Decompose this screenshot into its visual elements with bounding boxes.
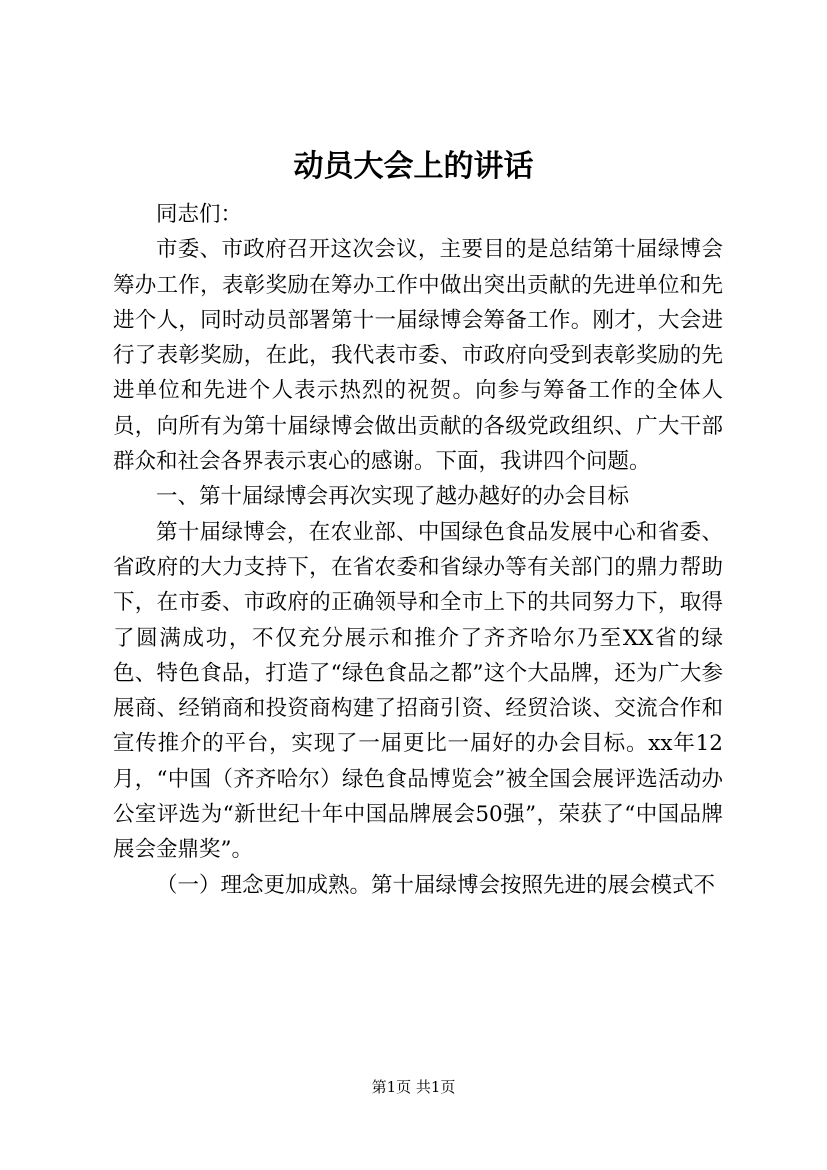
- subsection-paragraph: （一）理念更加成熟。第十届绿博会按照先进的展会模式不: [156, 872, 716, 898]
- page-number: 第1页 共1页: [371, 1078, 456, 1096]
- salutation-paragraph: 同志们：: [156, 202, 243, 227]
- intro-paragraph: 市委、市政府召开这次会议，主要目的是总结第十届绿博会筹办工作，表彰奖励在筹办工作中做出突出贡献的先进单位和先进个人，同时动员部署第十一届绿博会筹备工作。刚才，大会进行了表彰奖励，在此，我代表市委、市政府向受到表彰奖励的先进单位和先进个人表示热烈的祝贺。向参与筹备工作的全体人员，向所有为第十届绿博会做出贡献的各级党政组织、广大干部群众和社会各界表示衷心的感谢。下面，我讲四个问题。: [113, 237, 723, 475]
- document-title: 动员大会上的讲话: [293, 149, 534, 184]
- page-footer: [0, 1076, 827, 1098]
- body-paragraph: 第十届绿博会，在农业部、中国绿色食品发展中心和省委、省政府的大力支持下，在省农委和省绿办等有关部门的鼎力帮助下，在市委、市政府的正确领导和全市上下的共同努力下，取得了圆满成功，不仅充分展示和推介了齐齐哈尔乃至XX省的绿色、特色食品，打造了“绿色食品之都”这个大品牌，还为广大参展商、经销商和投资商构建了招商引资、经贸洽谈、交流合作和宣传推介的平台，实现了一届更比一届好的办会目标。xx年12月，“中国（齐齐哈尔）绿色食品博览会”被全国会展评选活动办公室评选为“新世纪十年中国品牌展会50强”，荣获了“中国品牌展会金鼎奖”。: [113, 519, 723, 863]
- document-body: [113, 197, 723, 903]
- section-heading: 一、第十届绿博会再次实现了越办越好的办会目标: [156, 484, 630, 510]
